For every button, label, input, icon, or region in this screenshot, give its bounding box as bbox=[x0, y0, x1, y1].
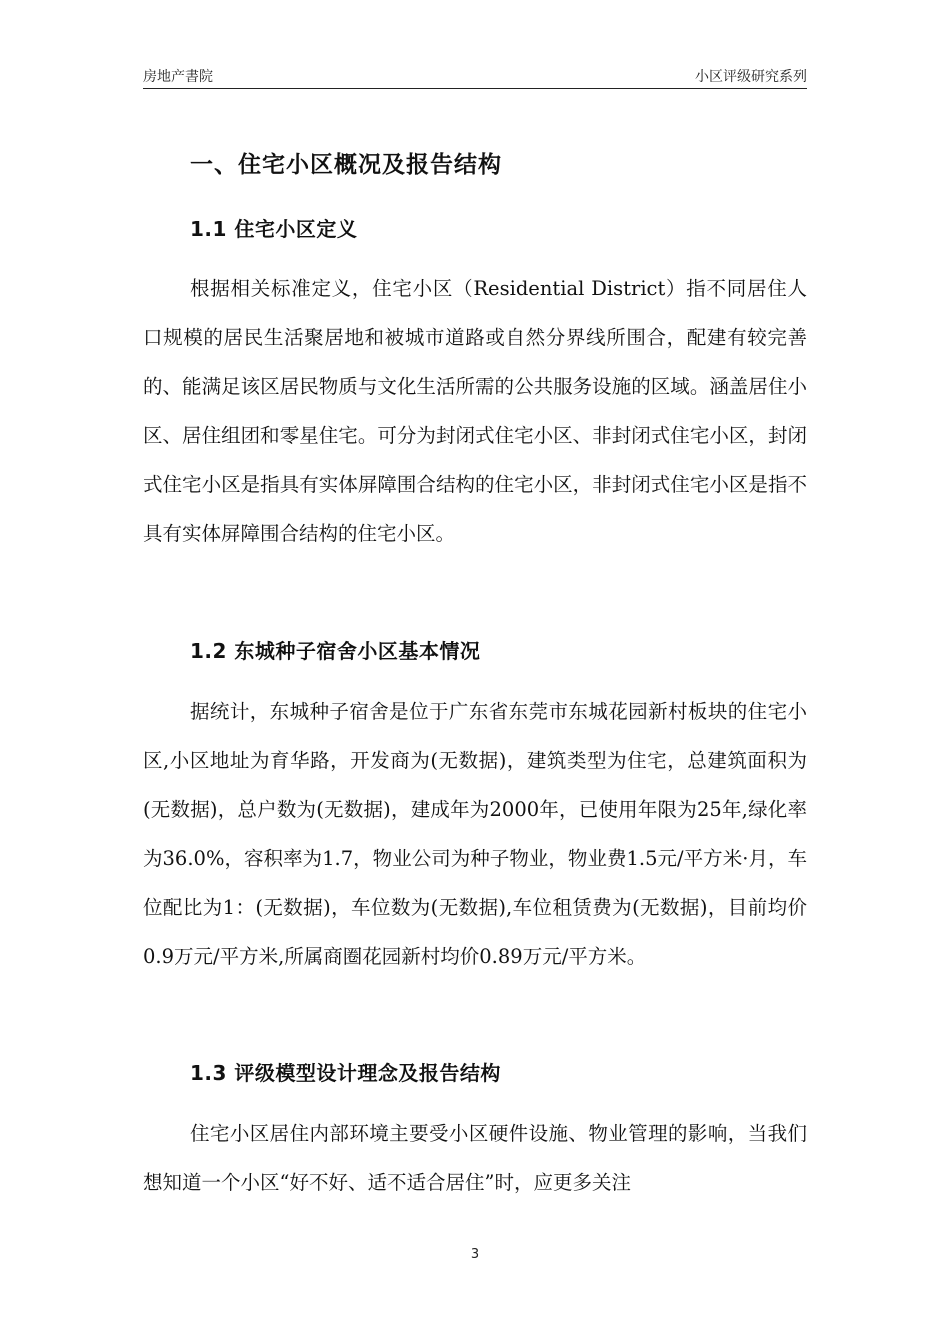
paragraph-1-2: 据统计，东城种子宿舍是位于广东省东莞市东城花园新村板块的住宅小区,小区地址为育华路，开发商为(无数据)，建筑类型为住宅，总建筑面积为(无数据)，总户数为(无数据)，建成年为2000年，已使用年限为25年,绿化率为36.0%，容积率为1.7，物业公司为种子物业，物业费1.5元/平方米·月，车位配比为1：(无数据)，车位数为(无数据),车位租赁费为(无数据)，目前均价0.9万元/平方米,所属商圈花园新村均价0.89万元/平方米。 bbox=[143, 700, 807, 968]
paragraph-1-3: 住宅小区居住内部环境主要受小区硬件设施、物业管理的影响，当我们想知道一个小区“好不好、适不适合居住”时，应更多关注 bbox=[143, 1122, 807, 1194]
header-publisher: 房地产書院 bbox=[143, 69, 213, 85]
section-title: 一、住宅小区概况及报告结构 bbox=[190, 152, 502, 178]
page-number: 3 bbox=[470, 1247, 480, 1262]
paragraph-1-1: 根据相关标准定义，住宅小区（Residential District）指不同居住人口规模的居民生活聚居地和被城市道路或自然分界线所围合，配建有较完善的、能满足该区居民物质与文化生活所需的公共服务设施的区域。涵盖居住小区、居住组团和零星住宅。可分为封闭式住宅小区、非封闭式住宅小区，封闭式住宅小区是指具有实体屏障围合结构的住宅小区，非封闭式住宅小区是指不具有实体屏障围合结构的住宅小区。 bbox=[143, 277, 807, 545]
heading-1-2: 1.2 东城种子宿舍小区基本情况 bbox=[190, 639, 481, 663]
heading-1-1: 1.1 住宅小区定义 bbox=[190, 217, 358, 241]
page-header bbox=[143, 66, 807, 89]
header-series-title: 小区评级研究系列 bbox=[695, 69, 807, 85]
heading-1-3: 1.3 评级模型设计理念及报告结构 bbox=[190, 1061, 501, 1085]
